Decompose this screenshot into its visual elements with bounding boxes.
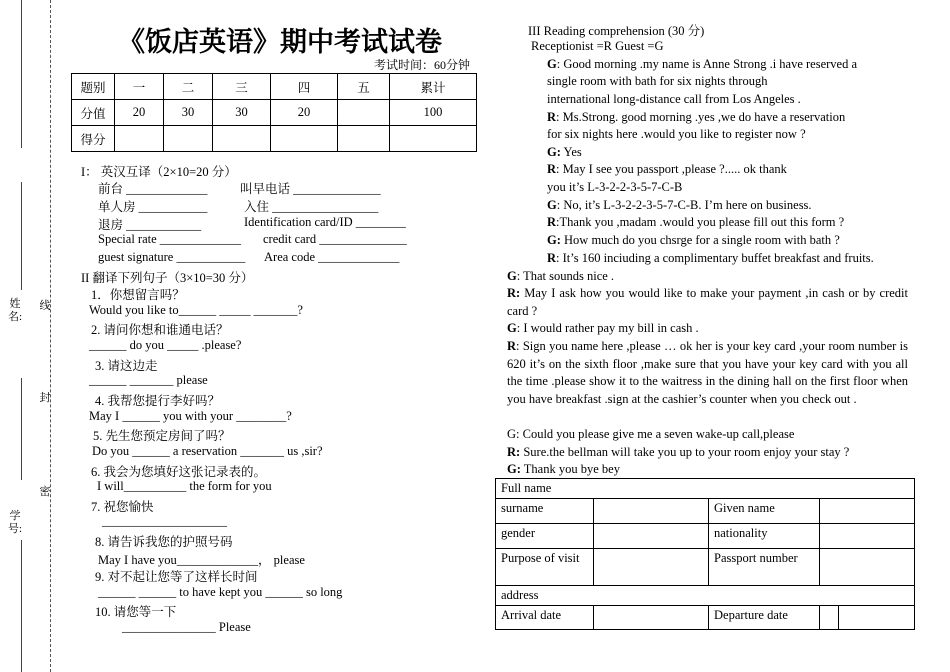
margin-rule	[21, 378, 22, 480]
question-en: Would you like to______ _____ _______?	[89, 303, 303, 317]
question-cn: 8. 请告诉我您的护照号码	[95, 535, 233, 549]
question-en: I will__________ the form for you	[97, 479, 272, 493]
question-cn: 4. 我帮您提行李好吗？	[95, 394, 221, 408]
vocab-item: 叫早电话 ______________	[240, 182, 381, 196]
binding-dashed-line	[50, 0, 51, 672]
dialog-line: R: May I see you passport ,please ?..... ok thank	[547, 162, 787, 176]
question-cn: 7. 祝您愉快	[91, 500, 154, 514]
seal-secret-text: 密	[39, 486, 51, 498]
part1-title: I： 英汉互译（2×10=20 分）	[81, 165, 237, 179]
form-label: Full name	[496, 479, 915, 499]
vocab-item: 单人房 ___________	[98, 200, 208, 214]
form-label: gender	[496, 524, 594, 549]
part2-title: II 翻译下列句子（3×10=30 分）	[81, 271, 254, 285]
question-en: ______ ______ to have kept you ______ so long	[98, 585, 343, 599]
table-row	[496, 524, 915, 549]
form-input-cell[interactable]	[594, 499, 709, 524]
dialog-line: R: Ms.Strong. good morning .yes ,we do have a reservation	[547, 110, 846, 124]
vocab-item: Area code _____________	[264, 250, 400, 264]
form-input-cell[interactable]	[594, 549, 709, 586]
question-en: ____________________	[102, 514, 227, 528]
dialog-line: R: It’s 160 inciuding a complimentary buffet breakfast and fruits.	[547, 251, 874, 265]
seal-seal-text: 封	[39, 392, 51, 404]
role-legend: Receptionist =R Guest =G	[531, 39, 664, 53]
table-cell: 30	[164, 100, 213, 126]
score-input-cell[interactable]	[338, 126, 390, 152]
dialog-line: G: Good morning .my name is Anne Strong .i have reserved a	[547, 57, 858, 71]
dialog-line: you it’s L-3-2-2-3-5-7-C-B	[547, 180, 683, 194]
table-cell: 得分	[72, 126, 115, 152]
dialog-line: R: Sign you name here ,please … ok her is your key card ,your room number is 620 it’s on the sixth floor ,make sure that you have your key card with you all the time .please show it to the waitress in the dining hall on the first floor when you have breakfast .sign at the cashier’s counter when you check out .	[507, 339, 908, 406]
page-title: 《饭店英语》期中考试试卷	[118, 27, 442, 58]
form-label: Arrival date	[496, 606, 594, 630]
name-label: 姓名:	[8, 298, 23, 323]
question-en: ______ do you _____ .please?	[89, 338, 242, 352]
score-input-cell[interactable]	[115, 126, 164, 152]
form-label: Purpose of visit	[496, 549, 594, 586]
registration-form	[495, 478, 915, 630]
question-cn: 1．你想留言吗？	[91, 288, 185, 302]
table-cell: 20	[115, 100, 164, 126]
question-cn: 5. 先生您预定房间了吗？	[93, 429, 231, 443]
table-row	[496, 606, 915, 630]
table-row	[72, 126, 477, 152]
score-input-cell[interactable]	[213, 126, 271, 152]
vocab-item: 入住 _________________	[244, 200, 379, 214]
table-cell: 三	[213, 74, 271, 100]
form-input-cell[interactable]	[820, 524, 915, 549]
margin-rule	[21, 182, 22, 290]
table-cell: 五	[338, 74, 390, 100]
dialog-line: G: I would rather pay my bill in cash .	[507, 321, 699, 335]
form-input-cell[interactable]	[820, 606, 839, 630]
dialog-line: G: Thank you bye bey	[507, 462, 620, 476]
score-input-cell[interactable]	[164, 126, 213, 152]
exam-time: 考试时间：60分钟	[374, 58, 471, 72]
form-label: Departure date	[709, 606, 820, 630]
dialog-line: G: That sounds nice .	[507, 269, 615, 283]
question-cn: 6. 我会为您填好这张记录表的。	[91, 465, 267, 479]
vocab-item: 退房 ____________	[98, 218, 202, 232]
form-label: Given name	[709, 499, 820, 524]
form-input-cell[interactable]	[594, 606, 709, 630]
dialog-line: G: Could you please give me a seven wake-up call,please	[507, 427, 795, 441]
form-input-cell[interactable]	[839, 606, 915, 630]
form-input-cell[interactable]	[594, 524, 709, 549]
table-cell	[338, 100, 390, 126]
dialog-line: G: Yes	[547, 145, 582, 159]
question-cn: 2. 请问你想和谁通电话？	[91, 323, 229, 337]
margin-rule	[21, 540, 22, 672]
question-en: May I ______ you with your ________?	[89, 409, 292, 423]
vocab-item: Identification card/ID ________	[244, 215, 406, 229]
seal-line-text: 线	[39, 300, 51, 312]
form-input-cell[interactable]	[820, 549, 915, 586]
question-en: May I have you_____________， please	[98, 553, 305, 567]
dialog-line: R: May I ask how you would like to make your payment ,in cash or by credit card ?	[507, 286, 908, 318]
vocab-item: credit card ______________	[263, 232, 407, 246]
question-cn: 9. 对不起让您等了这样长时间	[95, 570, 258, 584]
table-cell: 四	[271, 74, 338, 100]
table-cell: 分值	[72, 100, 115, 126]
part3-title: III Reading comprehension (30 分)	[528, 24, 705, 38]
score-input-cell[interactable]	[271, 126, 338, 152]
question-en: _______________ Please	[122, 620, 251, 634]
table-row	[496, 586, 915, 606]
table-row	[496, 549, 915, 586]
table-cell: 30	[213, 100, 271, 126]
vocab-item: Special rate _____________	[98, 232, 242, 246]
dialog-line: single room with bath for six nights through	[547, 74, 768, 88]
table-cell: 一	[115, 74, 164, 100]
form-label: address	[496, 586, 915, 606]
dialog-line: R: Sure.the bellman will take you up to your room enjoy your stay ?	[507, 445, 850, 459]
table-cell: 100	[390, 100, 477, 126]
vocab-item: guest signature ___________	[98, 250, 246, 264]
table-row	[496, 479, 915, 499]
table-row	[72, 74, 477, 100]
vocab-item: 前台 _____________	[98, 182, 208, 196]
table-cell: 20	[271, 100, 338, 126]
dialog-line: for six nights here .would you like to register now ?	[547, 127, 806, 141]
table-cell: 二	[164, 74, 213, 100]
score-table	[71, 73, 477, 152]
margin-rule	[21, 0, 22, 148]
question-en: ______ _______ please	[89, 373, 208, 387]
dialog-line: international long-distance call from Los Angeles .	[547, 92, 801, 106]
table-cell: 题别	[72, 74, 115, 100]
form-label: surname	[496, 499, 594, 524]
question-en: Do you ______ a reservation _______ us ,sir?	[92, 444, 323, 458]
score-input-cell[interactable]	[390, 126, 477, 152]
question-cn: 10. 请您等一下	[95, 605, 177, 619]
student-id-label: 学号:	[8, 510, 23, 535]
dialog-line: R:Thank you ,madam .would you please fill out this form ?	[547, 215, 845, 229]
form-label: Passport number	[709, 549, 820, 586]
table-row	[72, 100, 477, 126]
table-cell: 累计	[390, 74, 477, 100]
table-row	[496, 499, 915, 524]
question-cn: 3. 请这边走	[95, 359, 158, 373]
dialog-line: G: How much do you chsrge for a single room with bath ?	[547, 233, 840, 247]
form-label: nationality	[709, 524, 820, 549]
dialog-line: G: No, it’s L-3-2-2-3-5-7-C-B. I’m here on business.	[547, 198, 812, 212]
form-input-cell[interactable]	[820, 499, 915, 524]
